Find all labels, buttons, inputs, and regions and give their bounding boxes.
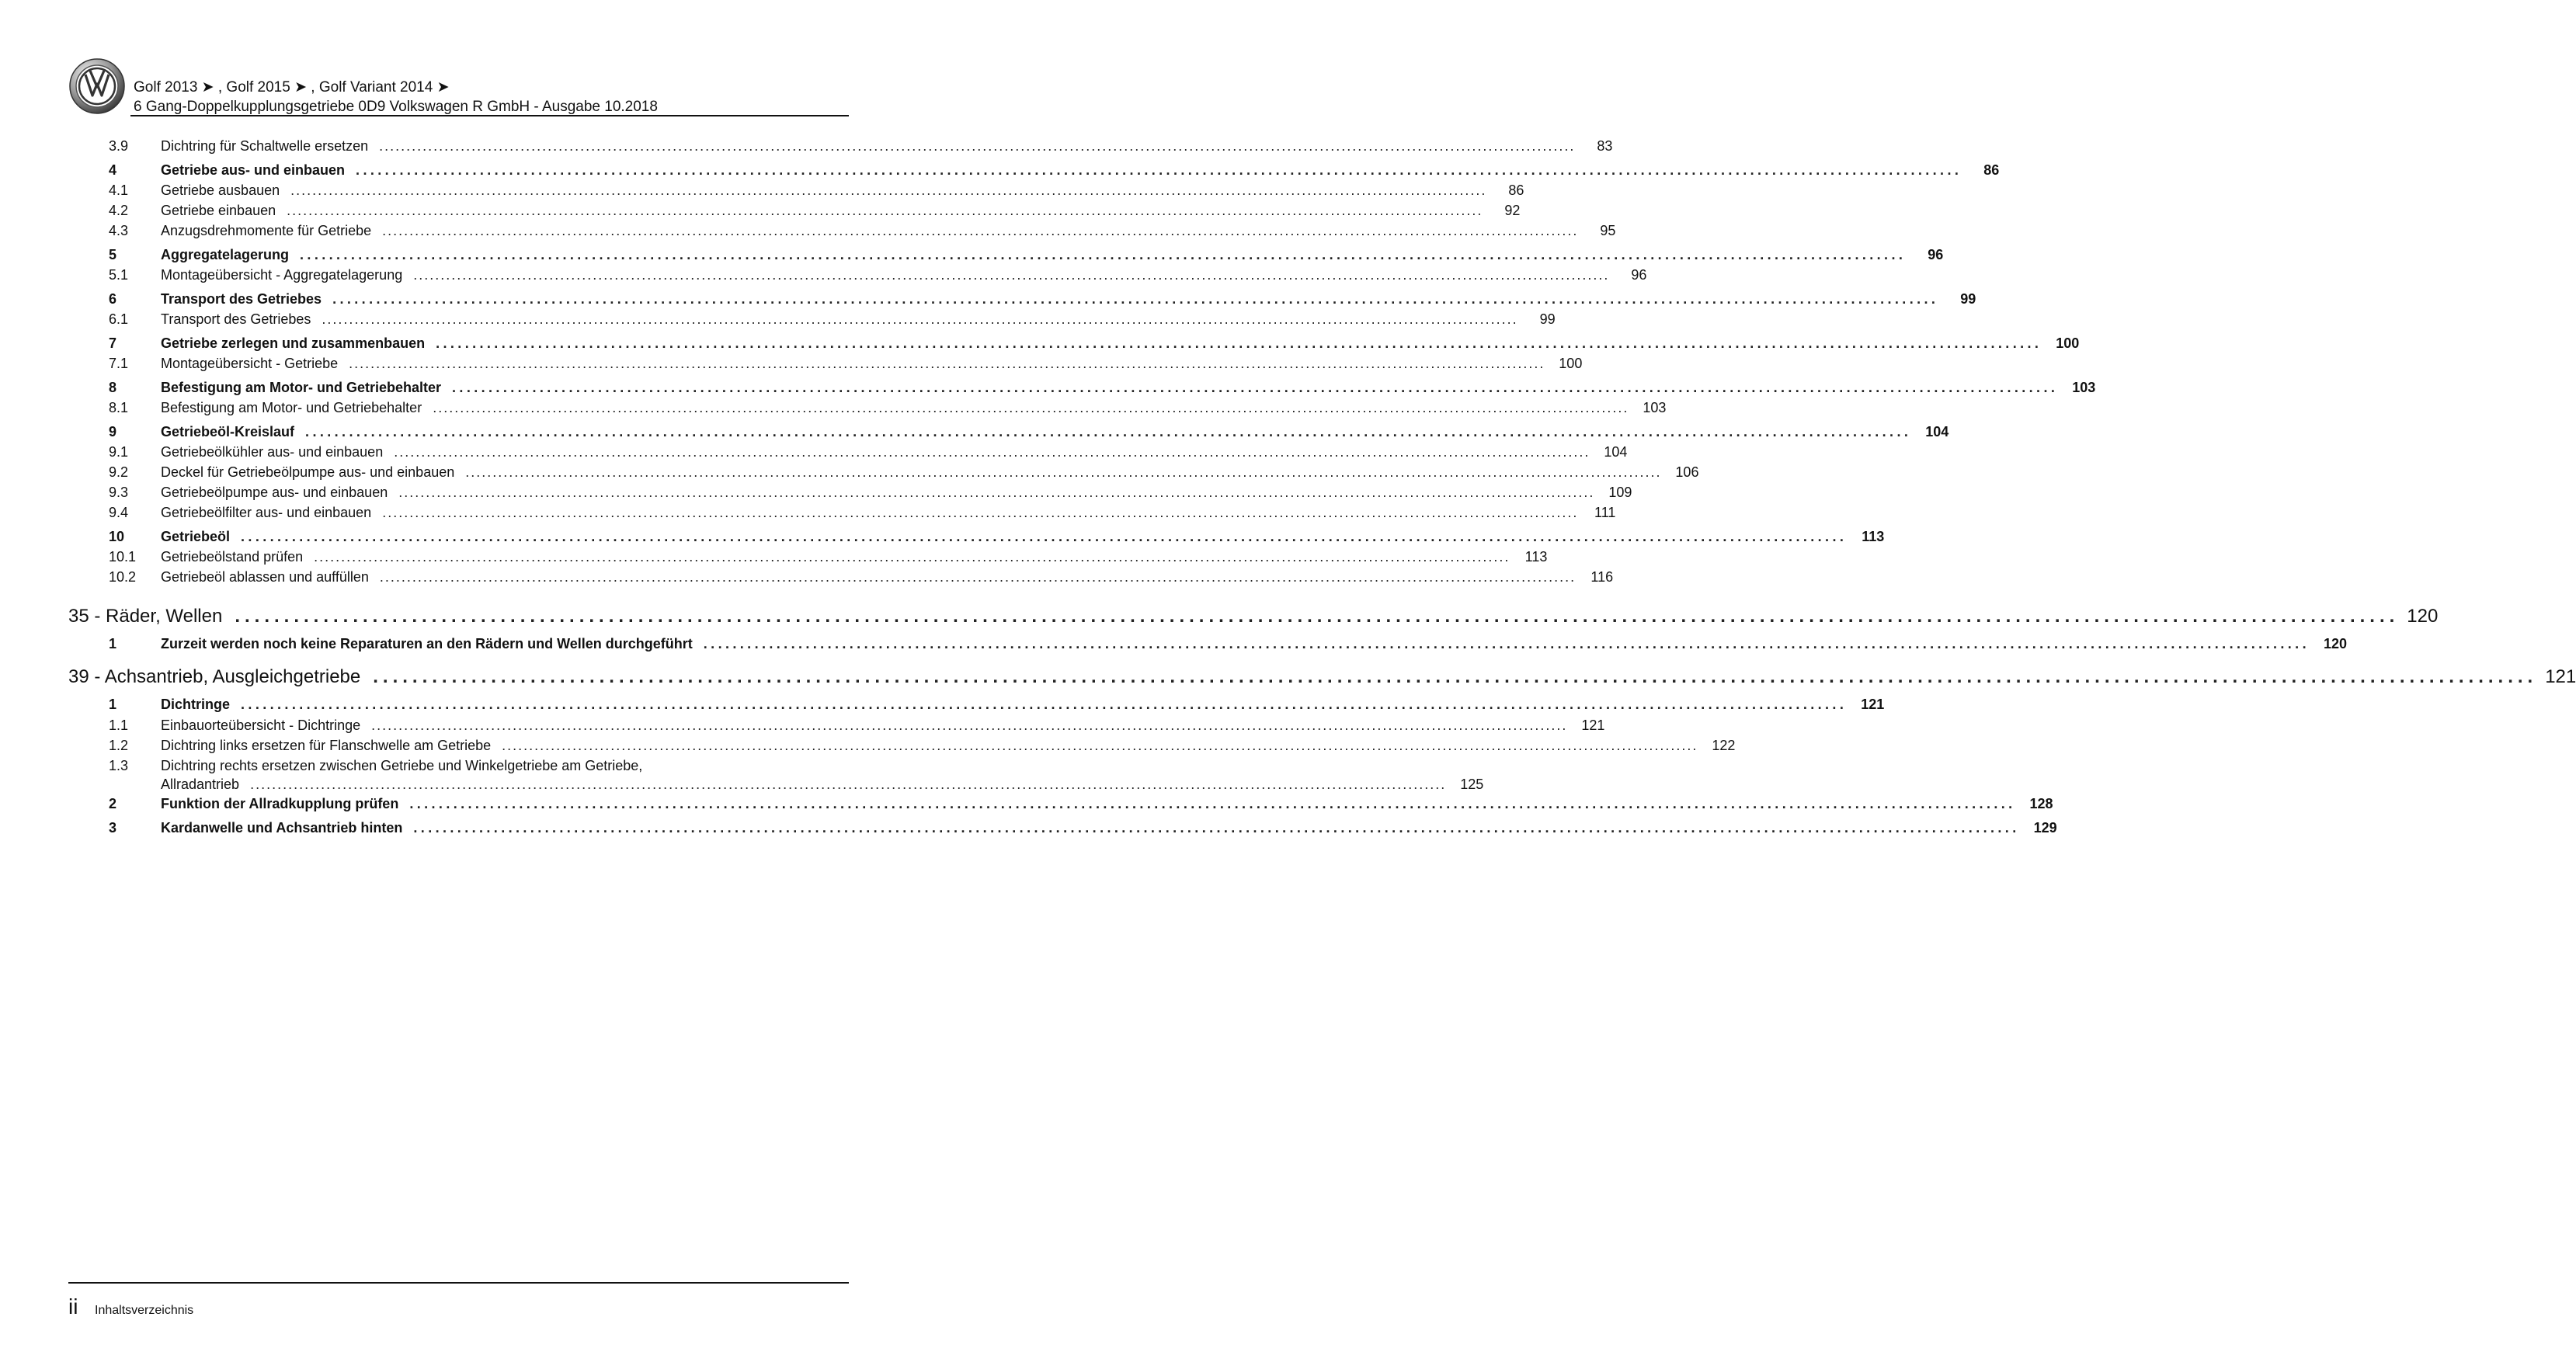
toc-entry-page: 113 <box>1862 529 1885 544</box>
dot-leader: ............................................................................................................................................................................................................................ <box>290 182 1487 198</box>
toc-entry[interactable] <box>0 503 1616 522</box>
toc-chapter[interactable] <box>68 603 2439 630</box>
toc-entry[interactable] <box>0 201 1521 220</box>
dot-leader: ............................................................................................................................................................................................................................ <box>502 738 1698 753</box>
toc-entry-title: Anzugsdrehmomente für Getriebe <box>161 223 372 238</box>
header-manual-title: 6 Gang-Doppelkupplungsgetriebe 0D9 Volkswagen R GmbH - Ausgabe 10.2018 <box>134 99 658 115</box>
toc-entry-number: 8.1 <box>109 400 129 415</box>
toc-chapter-title: 39 - Achsantrieb, Ausgleichgetriebe <box>68 666 361 687</box>
toc-entry-page: 96 <box>1928 247 1944 262</box>
dot-leader: ............................................................................................................................................................................................................................ <box>314 549 1510 565</box>
toc-entry-title: Getriebeölkühler aus- und einbauen <box>161 444 384 460</box>
dot-leader: ............................................................................................................................................................................................................................ <box>465 464 1662 480</box>
vw-logo-icon <box>68 57 126 115</box>
toc-entry-page: 111 <box>1594 505 1616 520</box>
dot-leader: ............................................................................................................................................................................................................................ <box>373 666 2538 687</box>
toc-entry-title: Getriebe ausbauen <box>161 182 280 198</box>
toc-entry-number: 1.3 <box>109 758 129 773</box>
dot-leader: ............................................................................................................................................................................................................................ <box>241 697 1848 712</box>
header-rule <box>130 115 849 116</box>
toc-entry[interactable] <box>0 736 1736 755</box>
dot-leader: ............................................................................................................................................................................................................................ <box>332 291 1939 307</box>
toc-entry[interactable] <box>0 266 1647 284</box>
toc-entry-title: Transport des Getriebes <box>161 291 322 307</box>
toc-entry[interactable] <box>0 137 1613 155</box>
toc-entry[interactable] <box>0 483 1632 502</box>
dot-leader: ............................................................................................................................................................................................................................ <box>413 267 1610 283</box>
dot-leader: ............................................................................................................................................................................................................................ <box>349 356 1545 371</box>
toc-entry-page: 121 <box>1861 697 1885 712</box>
toc-entry-number: 9 <box>109 424 117 440</box>
toc-entry-page: 103 <box>1643 400 1667 415</box>
toc-entry[interactable] <box>0 290 1976 308</box>
dot-leader: ............................................................................................................................................................................................................................ <box>703 636 2310 651</box>
toc-entry-page: 121 <box>1581 717 1605 733</box>
toc-entry-title-line2: Allradantrieb <box>161 777 240 792</box>
toc-entry-page: 95 <box>1600 223 1616 238</box>
toc-entry-title: Getriebeölpumpe aus- und einbauen <box>161 485 388 500</box>
toc-entry-page: 103 <box>2072 380 2096 395</box>
toc-entry-title: Dichtring links ersetzen für Flanschwelle am Getriebe <box>161 738 492 753</box>
dot-leader: ............................................................................................................................................................................................................................ <box>371 717 1568 733</box>
header-models: Golf 2013 ➤ , Golf 2015 ➤ , Golf Variant 2014 ➤ <box>134 79 450 96</box>
toc-entry-page: 122 <box>1712 738 1736 753</box>
toc-entry-title: Zurzeit werden noch keine Reparaturen an den Rädern und Wellen durchgeführt <box>161 636 693 651</box>
toc-entry[interactable] <box>0 310 1556 328</box>
dot-leader: ............................................................................................................................................................................................................................ <box>287 203 1483 218</box>
toc-entry-page: 83 <box>1597 138 1613 154</box>
toc-entry-title: Montageübersicht - Aggregatelagerung <box>161 267 403 283</box>
toc-entry-title: Getriebe zerlegen und zusammenbauen <box>161 335 426 351</box>
toc-entry-page: 86 <box>1983 162 2000 178</box>
toc-chapter[interactable] <box>68 664 2576 690</box>
dot-leader: ............................................................................................................................................................................................................................ <box>305 424 1912 440</box>
toc-entry-page: 100 <box>2056 335 2080 351</box>
toc-entry-number: 3 <box>109 820 117 836</box>
toc-entry-title: Getriebeöl <box>161 529 231 544</box>
dot-leader: ............................................................................................................................................................................................................................ <box>382 505 1579 520</box>
toc-entry-page: 100 <box>1559 356 1583 371</box>
toc-entry-number: 7 <box>109 335 117 351</box>
toc-entry-number: 4 <box>109 162 117 178</box>
toc-entry-page: 86 <box>1508 182 1524 198</box>
toc-entry[interactable] <box>0 422 1949 441</box>
toc-entry-title: Getriebeöl-Kreislauf <box>161 424 295 440</box>
toc-entry-number: 9.4 <box>109 505 129 520</box>
toc-entry-number: 4.2 <box>109 203 129 218</box>
toc-entry-page: 109 <box>1608 485 1632 500</box>
footer-page-number: ii <box>68 1294 78 1319</box>
toc-entry-number: 2 <box>109 796 117 811</box>
toc-chapter-page: 120 <box>2407 606 2439 627</box>
toc-entry-number: 1.2 <box>109 738 129 753</box>
toc-entry[interactable] <box>0 547 1548 566</box>
toc-entry-page: 113 <box>1524 549 1548 565</box>
toc-entry-title: Getriebe einbauen <box>161 203 276 218</box>
dot-leader: ............................................................................................................................................................................................................................ <box>241 529 1848 544</box>
dot-leader: ............................................................................................................................................................................................................................ <box>235 606 2400 627</box>
toc-entry[interactable] <box>0 695 1885 714</box>
toc-entry-title: Getriebe aus- und einbauen <box>161 162 346 178</box>
toc-entry-page: 92 <box>1504 203 1521 218</box>
toc-entry-title: Montageübersicht - Getriebe <box>161 356 339 371</box>
toc-entry-title: Funktion der Allradkupplung prüfen <box>161 796 399 811</box>
toc-entry-number: 9.3 <box>109 485 129 500</box>
toc-entry-title: Befestigung am Motor- und Getriebehalter <box>161 400 422 415</box>
dot-leader: ............................................................................................................................................................................................................................ <box>379 138 1576 154</box>
dot-leader: ............................................................................................................................................................................................................................ <box>413 820 2020 836</box>
dot-leader: ............................................................................................................................................................................................................................ <box>379 569 1577 585</box>
toc-entry[interactable] <box>0 221 1616 240</box>
toc-entry-title: Kardanwelle und Achsantrieb hinten <box>161 820 403 836</box>
toc-entry-number: 6.1 <box>109 311 129 327</box>
toc-entry[interactable] <box>0 463 1699 481</box>
toc-entry-page: 99 <box>1960 291 1976 307</box>
dot-leader: ............................................................................................................................................................................................................................ <box>452 380 2059 395</box>
toc-entry-number: 1 <box>109 697 117 712</box>
toc-entry-number: 8 <box>109 380 117 395</box>
toc-entry-page: 116 <box>1590 569 1614 585</box>
toc-entry-number: 7.1 <box>109 356 129 371</box>
toc-entry-title: Aggregatelagerung <box>161 247 290 262</box>
toc-entry-title: Transport des Getriebes <box>161 311 311 327</box>
toc-entry[interactable] <box>0 245 1944 264</box>
toc-entry-title: Getriebeöl ablassen und auffüllen <box>161 569 369 585</box>
toc-entry-number: 9.1 <box>109 444 129 460</box>
toc-entry-page: 120 <box>2323 636 2347 651</box>
dot-leader: ............................................................................................................................................................................................................................ <box>382 223 1579 238</box>
toc-entry-number: 5.1 <box>109 267 129 283</box>
toc-entry-number: 9.2 <box>109 464 129 480</box>
toc-entry[interactable] <box>0 756 1484 794</box>
dot-leader: ............................................................................................................................................................................................................................ <box>394 444 1590 460</box>
toc-entry-number: 10.2 <box>109 569 137 585</box>
dot-leader: ............................................................................................................................................................................................................................ <box>398 485 1595 500</box>
toc-entry[interactable] <box>0 443 1628 461</box>
toc-entry-title: Einbauorteübersicht - Dichtringe <box>161 717 361 733</box>
toc-entry-page: 128 <box>2029 796 2053 811</box>
dot-leader: ............................................................................................................................................................................................................................ <box>300 247 1907 262</box>
dot-leader: ............................................................................................................................................................................................................................ <box>322 311 1518 327</box>
toc-entry[interactable] <box>0 398 1667 417</box>
toc-entry-number: 1.1 <box>109 717 129 733</box>
dot-leader: ............................................................................................................................................................................................................................ <box>409 796 2016 811</box>
toc-entry[interactable] <box>0 181 1524 200</box>
toc-entry-number: 10.1 <box>109 549 137 565</box>
toc-entry-page: 125 <box>1460 777 1484 792</box>
toc-entry-page: 96 <box>1631 267 1647 283</box>
toc-entry-title: Deckel für Getriebeölpumpe aus- und einbauen <box>161 464 455 480</box>
toc-entry-number: 4.3 <box>109 223 129 238</box>
toc-chapter-title: 35 - Räder, Wellen <box>68 606 223 627</box>
toc-entry-number: 6 <box>109 291 117 307</box>
toc-entry-number: 5 <box>109 247 117 262</box>
toc-entry-page: 129 <box>2033 820 2057 836</box>
toc-entry-title: Dichtring für Schaltwelle ersetzen <box>161 138 369 154</box>
footer-rule <box>68 1282 849 1284</box>
toc-entry-page: 106 <box>1675 464 1699 480</box>
toc-entry-title: Getriebeölstand prüfen <box>161 549 304 565</box>
toc-entry-page: 104 <box>1925 424 1949 440</box>
dot-leader: ............................................................................................................................................................................................................................ <box>356 162 1962 178</box>
toc-entry-number: 1 <box>109 636 117 651</box>
dot-leader: ............................................................................................................................................................................................................................ <box>433 400 1629 415</box>
toc-entry-title-line1: Dichtring rechts ersetzen zwischen Getriebe und Winkelgetriebe am Getriebe, <box>161 758 643 773</box>
toc-entry[interactable] <box>0 634 2347 653</box>
toc-entry-page: 99 <box>1539 311 1556 327</box>
footer-section: Inhaltsverzeichnis <box>95 1304 194 1317</box>
toc-entry[interactable] <box>0 568 1614 586</box>
toc-entry[interactable] <box>0 818 2057 837</box>
toc-entry-title: Befestigung am Motor- und Getriebehalter <box>161 380 442 395</box>
toc-entry-page: 104 <box>1604 444 1628 460</box>
toc-entry-number: 3.9 <box>109 138 129 154</box>
toc-entry[interactable] <box>0 794 2053 813</box>
toc-entry[interactable] <box>0 334 2080 353</box>
toc-entry-number: 10 <box>109 529 125 544</box>
toc-chapter-page: 121 <box>2545 666 2576 687</box>
toc-entry-title: Dichtringe <box>161 697 231 712</box>
toc-entry-title: Getriebeölfilter aus- und einbauen <box>161 505 372 520</box>
dot-leader: ............................................................................................................................................................................................................................ <box>436 335 2042 351</box>
toc-entry[interactable] <box>0 354 1583 373</box>
toc-entry[interactable] <box>0 716 1605 735</box>
toc-entry[interactable] <box>0 378 2096 397</box>
toc-entry[interactable] <box>0 161 2000 179</box>
toc-entry[interactable] <box>0 527 1885 546</box>
toc-entry-number: 4.1 <box>109 182 129 198</box>
dot-leader: ............................................................................................................................................................................................................................ <box>250 777 1447 792</box>
